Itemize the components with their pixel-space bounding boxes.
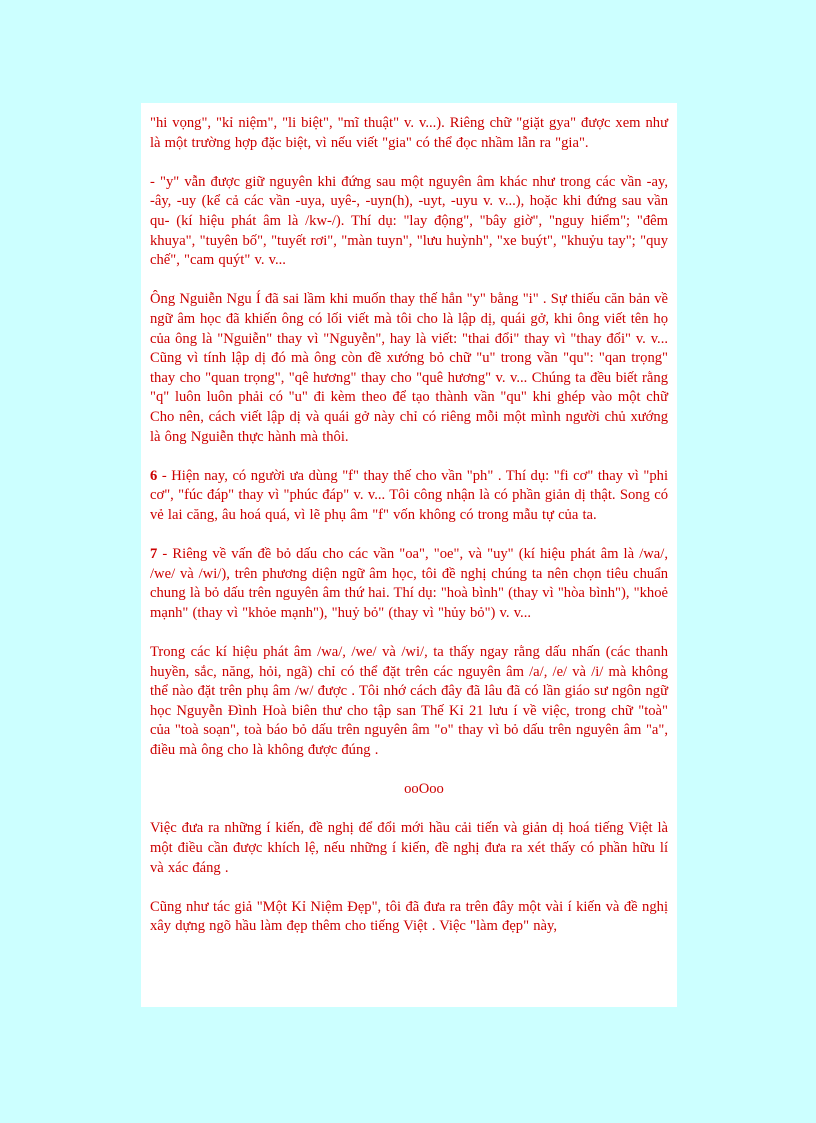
section-separator: ooOoo xyxy=(404,781,444,798)
section-number-6: 6 xyxy=(150,467,158,484)
document-page xyxy=(141,103,677,1007)
paragraph-5-text: - Riêng về vấn đề bỏ dấu cho các vần "oa", "oe", và "uy" (kí hiệu phát âm là /wa/, /we/ và /wi/), trên phương diện ngữ âm học, tôi đề nghị chúng ta nên chọn tiêu chuẩn chung là bỏ dấu trên nguyên âm thứ hai. Thí dụ: "hoà bình" (thay vì "hòa bình"), "khoẻ mạnh" (thay vì "khỏe mạnh"), "huỷ bỏ" (thay vì "hủy bỏ") v. v... xyxy=(150,546,668,621)
paragraph-5 xyxy=(150,545,668,623)
paragraph-3: Ông Nguiễn Ngu Í đã sai lầm khi muốn thay thế hẳn "y" bằng "i" . Sự thiếu căn bản về ngữ âm học đã khiến ông có lối viết mà tôi cho là lập dị, quái gở, khi ông viết tên họ của ông là "Nguiễn" thay vì "Nguyễn", hay là viết: "thai đổi" thay vì "thay đổi" v. v... Cũng vì tính lập dị đó mà ông còn đề xướng bỏ chữ "u" trong vần "qu": "qan trọng" thay cho "quan trọng", "qê hương" thay cho "quê hương" v. v... Chúng ta đều biết rằng "q" luôn luôn phải có "u" đi kèm theo để tạo thành vần "qu" khi ghép vào một chữ Cho nên, cách viết lập dị và quái gở này chỉ có riêng mỗi một mình người chủ xướng là ông Nguiễn thực hành mà thôi. xyxy=(150,291,668,445)
paragraph-8: Cũng như tác giả "Một Kỉ Niệm Đẹp", tôi đã đưa ra trên đây một vài í kiến và đề nghị xây dựng ngõ hầu làm đẹp thêm cho tiếng Việt . Việc "làm đẹp" này, xyxy=(150,898,668,935)
paragraph-2: - "y" vẫn được giữ nguyên khi đứng sau một nguyên âm khác như trong các vần -ay, -ây, -uy (kể cả các vần -uya, uyê-, -uyn(h), -uyt, -uyu v. v...), hoặc khi đứng sau vần qu- (kí hiệu phát âm là /kw-/). Thí dụ: "lay động", "bây giờ", "nguy hiểm"; "đêm khuya", "tuyên bố", "tuyết rơi", "màn tuyn", "lưu huỳnh", "xe buýt", "khuỷu tay"; "quy chế", "cam quýt" v. v... xyxy=(150,173,668,269)
paragraph-6: Trong các kí hiệu phát âm /wa/, /we/ và /wi/, ta thấy ngay rằng dấu nhấn (các thanh huyền, sắc, năng, hỏi, ngã) chỉ có thể đặt trên các nguyên âm /a/, /e/ và /i/ mà không thể nào đặt trên phụ âm /w/ được . Tôi nhớ cách đây đã lâu đã có lần giáo sư ngôn ngữ học Nguyễn Đình Hoà biên thư cho tập san Thế Kỉ 21 lưu í về việc, trong chữ "toà" của "toà soạn", toà báo bỏ dấu trên nguyên âm "o" thay vì bỏ dấu trên nguyên âm "a", điều mà ông cho là không được đúng . xyxy=(150,644,668,758)
section-number-7: 7 xyxy=(150,546,158,563)
paragraph-4-text: - Hiện nay, có người ưa dùng "f" thay thế cho vần "ph" . Thí dụ: "fi cơ" thay vì "phi cơ", "fúc đáp" thay vì "phúc đáp" v. v... Tôi công nhận là có phần giản dị thật. Song có vẻ lai căng, âu hoá quá, vì lẽ phụ âm "f" vốn không có trong mẫu tự của ta. xyxy=(150,467,668,523)
paragraph-7: Việc đưa ra những í kiến, đề nghị để đổi mới hầu cải tiến và giản dị hoá tiếng Việt là một điều cần được khích lệ, nếu những í kiến, đề nghị đưa ra xét thấy có phần hữu lí và xác đáng . xyxy=(150,820,668,876)
paragraph-1: "hi vọng", "kỉ niệm", "li biệt", "mĩ thuật" v. v...). Riêng chữ "giặt gya" được xem như là một trường hợp đặc biệt, vì nếu viết "gia" có thể đọc nhầm lẫn ra "gia". xyxy=(150,115,668,151)
paragraph-4 xyxy=(150,467,668,526)
